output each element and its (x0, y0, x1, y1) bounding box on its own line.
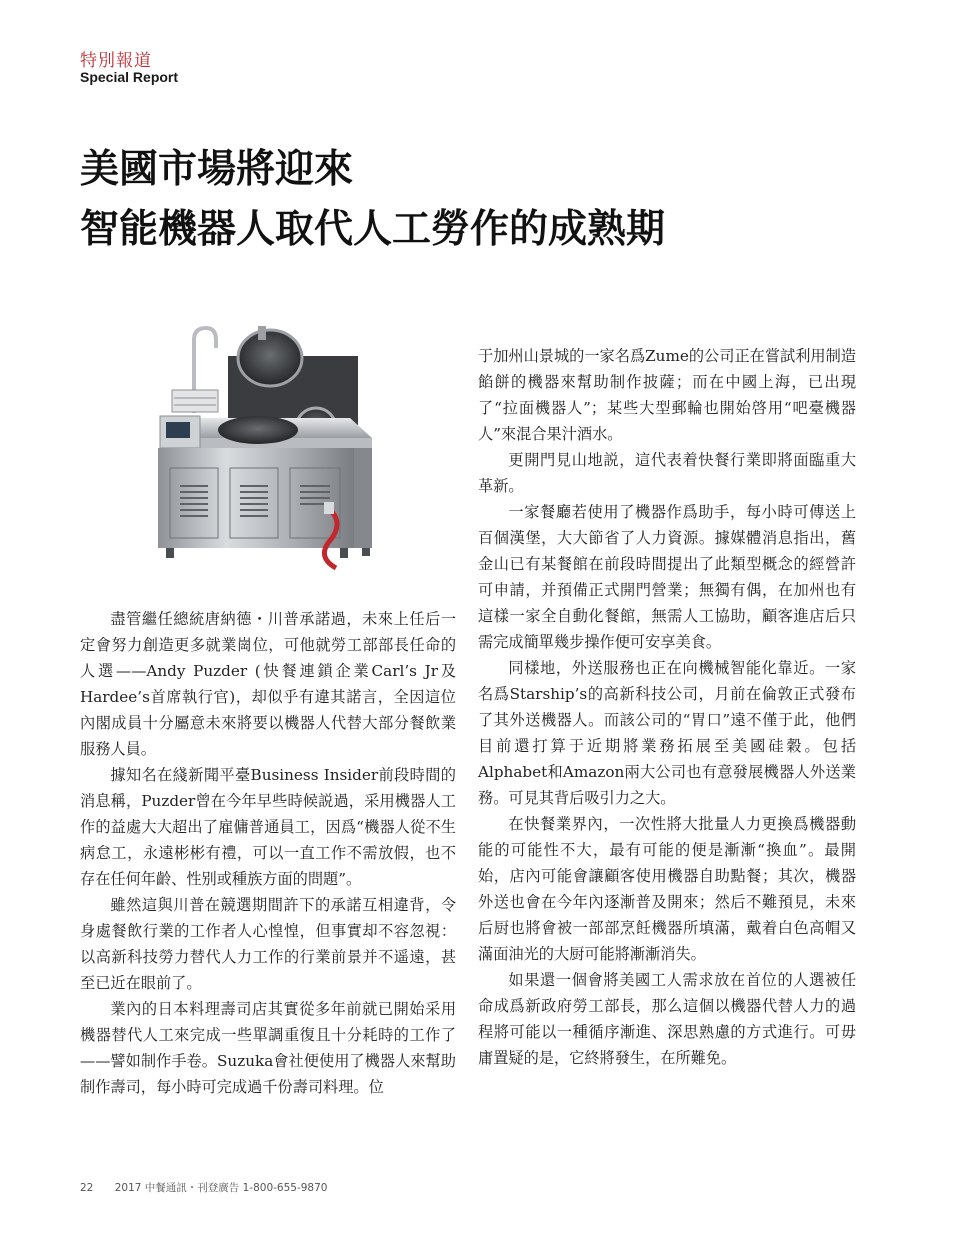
section-label-english: Special Report (80, 69, 179, 85)
paragraph-continuation: 于加州山景城的一家名爲Zume的公司正在嘗試利用制造餡餅的機器來幫助制作披薩；而在中國上海，已出現了“拉面機器人”；某些大型郵輪也開始啓用“吧臺機器人”來混合果汁酒水。 (478, 347, 856, 443)
paragraph: 盡管繼任總統唐納德・川普承諾過，未來上任后一定會努力創造更多就業崗位，可他就勞工部部長任命的人選——Andy Puzder (快餐連鎖企業Carl’s Jr及Hardee’s首席執行官)，却似乎有違其諾言，全因這位內閣成員十分屬意未來將要以機器人代替大部分餐飲業服務人員。 (80, 610, 456, 758)
paragraph: 在快餐業界內，一次性將大批量人力更換爲機器動能的可能性不大，最有可能的便是漸漸“換血”。最開始，店內可能會讓顧客使用機器自助點餐；其次，機器外送也會在今年內逐漸普及開來；然后不難預見，未來后厨也將會被一部部烹飪機器所填滿，戴着白色高帽又滿面油光的大厨可能將漸漸消失。 (478, 815, 856, 963)
page-footer (80, 1180, 327, 1195)
page-number: 22 (80, 1182, 94, 1194)
article-column-right (478, 343, 856, 1071)
paragraph: 更開門見山地説，這代表着快餐行業即將面臨重大革新。 (478, 451, 856, 495)
paragraph: 雖然這與川普在競選期間許下的承諾互相違背，令身處餐飲行業的工作者人心惶惶，但事實却不容忽視：以高新科技勞力替代人力工作的行業前景并不遥遠，甚至已近在眼前了。 (80, 896, 456, 992)
paragraph: 如果還一個會將美國工人需求放在首位的人選被任命成爲新政府勞工部長，那么這個以機器代替人力的過程將可能以一種循序漸進、深思熟慮的方式進行。可毋庸置疑的是，它終將發生，在所難免。 (478, 971, 856, 1067)
article-title (80, 140, 665, 260)
article-column-left (80, 606, 456, 1100)
article-title-line-1: 美國市場將迎來 (80, 147, 354, 192)
cooking-robot-machine-image (150, 318, 380, 580)
paragraph: 業內的日本料理壽司店其實從多年前就已開始采用機器替代人工來完成一些單調重復且十分耗時的工作了——譬如制作手卷。Suzuka會社便使用了機器人來幫助制作壽司，每小時可完成過千份壽司料理。位 (80, 1000, 456, 1096)
paragraph: 一家餐廳若使用了機器作爲助手，每小時可傳送上百個漢堡，大大節省了人力資源。據媒體消息指出，舊金山已有某餐館在前段時間提出了此類型概念的經營許可申請，并預備正式開門營業；無獨有偶，在加州也有這樣一家全自動化餐館，無需人工協助，顧客進店后只需完成簡單幾步操作便可安享美食。 (478, 503, 856, 651)
paragraph: 據知名在綫新聞平臺Business Insider前段時間的消息稱，Puzder曾在今年早些時候説過，采用機器人工作的益處大大超出了雇傭普通員工，因爲“機器人從不生病怠工，永遠彬彬有禮，可以一直工作不需放假，也不存在任何年齡、性别或種族方面的問題”。 (80, 766, 456, 888)
paragraph: 同樣地，外送服務也正在向機械智能化靠近。一家名爲Starship’s的高新科技公司，月前在倫敦正式發布了其外送機器人。而該公司的“胃口”遠不僅于此，他們目前還打算于近期將業務拓展至美國硅穀。包括Alphabet和Amazon兩大公司也有意發展機器人外送業務。可見其背后吸引力之大。 (478, 659, 856, 807)
publication-info: 2017 中餐通訊・刊登廣告 1-800-655-9870 (114, 1182, 328, 1194)
section-label-chinese: 特別報道 (80, 51, 152, 71)
article-title-line-2: 智能機器人取代人工勞作的成熟期 (80, 207, 666, 252)
